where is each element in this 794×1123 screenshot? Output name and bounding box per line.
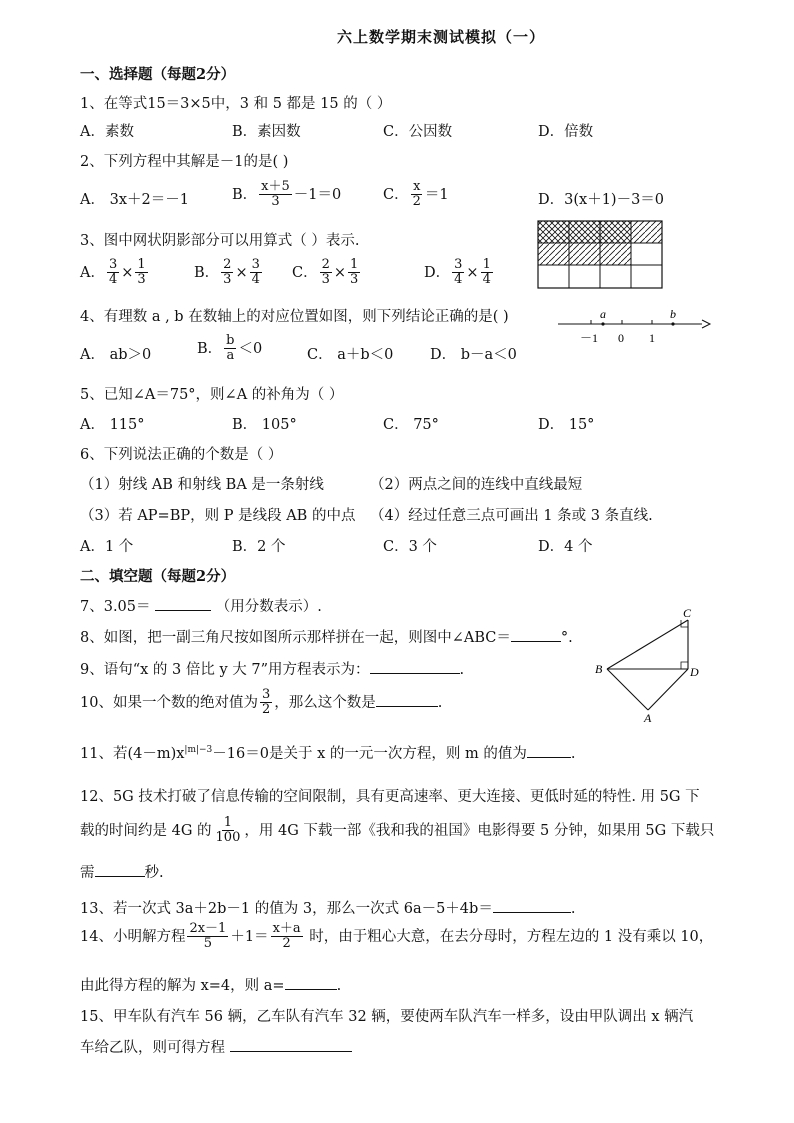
q3-stem: 3、图中网状阴影部分可以用算式（ ）表示. (80, 233, 360, 249)
q6-statement-3: （3）若 AP=BP，则 P 是线段 AB 的中点 (80, 508, 356, 524)
q1-stem: 1、在等式15＝3×5中，3 和 5 都是 15 的（ ） (80, 96, 392, 112)
q8-label-d: D (690, 665, 699, 679)
q6-statement-1: （1）射线 AB 和射线 BA 是一条射线 (80, 477, 324, 493)
q2-option-a: A． 3x＋2＝－1 (80, 192, 189, 208)
q7: 7、3.05＝ （用分数表示）. (80, 599, 322, 615)
q4-option-d: D． b－a＜0 (430, 347, 517, 363)
q5-option-c: C． 75° (383, 417, 439, 433)
q6-option-a: A．1 个 (80, 539, 134, 555)
q2-option-c: C． $\frac{x}{2}$ ＝1 (383, 179, 449, 210)
q8: 8、如图，把一副三角尺按如图所示那样拼在一起，则图中∠ABC＝ °. (80, 630, 573, 646)
q6-option-c: C．3 个 (383, 539, 437, 555)
q3-option-d: D． $\frac{3}{4}$ × $\frac{1}{4}$ (424, 257, 491, 288)
q15-line1: 15、甲车队有汽车 56 辆，乙车队有汽车 32 辆，要使两车队汽车一样多，设由甲队调出 x 辆汽 (80, 1009, 694, 1025)
q1-option-d: D．倍数 (538, 124, 594, 140)
q1-option-b: B．素因数 (232, 124, 301, 140)
q4-option-a: A． ab＞0 (80, 347, 152, 363)
q11: 11、若$(4-m)x^{|m|-3}-16=0$是关于 x 的一元一次方程，则 m 的值为 . (80, 745, 576, 762)
q9: 9、语句“x 的 3 倍比 y 大 7”用方程表示为： . (80, 662, 465, 678)
q2-option-d: D．3(x＋1)－3＝0 (538, 192, 665, 208)
q8-label-b: B (595, 662, 603, 676)
q8-triangle-figure (592, 606, 712, 724)
q3-option-a: A． $\frac{3}{4}$ × $\frac{1}{3}$ (80, 257, 146, 288)
section-choice-heading: 一、选择题（每题2分） (80, 66, 236, 83)
q6-statement-4: （4）经过任意三点可画出 1 条或 3 条直线. (370, 508, 653, 524)
q12-line2: 载的时间约是 4G 的 $\frac{1}{100}$ ，用 4G 下载一部《我和我的祖国》电影得要 5 分钟，如果用 5G 下载只 (80, 815, 715, 846)
q6-statement-2: （2）两点之间的连线中直线最短 (370, 477, 583, 493)
q14-line1: 14、小明解方程 $\frac{2x-1}{5}$ ＋1＝ $\frac{x+a}{2}$ 时，由于粗心大意，在去分母时，方程左边的 1 没有乘以 10， (80, 921, 714, 952)
axis-tick-minus-one: －1 (580, 331, 599, 345)
q1-option-c: C．公因数 (383, 124, 453, 140)
q5-option-b: B． 105° (232, 417, 297, 433)
q12-line1: 12、5G 技术打破了信息传输的空间限制，具有更高速率、更大连接、更低时延的特性. 用 5G 下 (80, 789, 700, 805)
q14-line2: 由此得方程的解为 x=4，则 a= . (80, 978, 342, 994)
q15-line2: 车给乙队，则可得方程 (80, 1036, 352, 1057)
q4-number-line (556, 305, 712, 347)
axis-tick-one: 1 (649, 331, 655, 345)
q2-option-b: B． $\frac{x+5}{3}$ －1＝0 (232, 179, 342, 210)
q6-stem: 6、下列说法正确的个数是（ ） (80, 447, 283, 463)
q5-stem: 5、已知∠A＝75°，则∠A 的补角为（ ） (80, 387, 344, 403)
q13: 13、若一次式 3a＋2b－1 的值为 3，那么一次式 6a－5＋4b＝ . (80, 901, 576, 917)
q8-label-a: A (644, 711, 652, 724)
q10: 10、如果一个数的绝对值为 $\frac{3}{2}$ ，那么这个数是 . (80, 687, 443, 718)
q5-option-d: D． 15° (538, 417, 595, 433)
q4-option-b: B． $\frac{b}{a}$ ＜0 (197, 333, 263, 364)
axis-tick-zero: 0 (618, 331, 624, 345)
q1-option-a: A．素数 (80, 124, 134, 140)
q8-label-c: C (683, 606, 692, 620)
q12-line3: 需 秒. (80, 865, 164, 881)
q6-option-b: B．2 个 (232, 539, 286, 555)
axis-label-a: a (600, 307, 606, 321)
section-fill-heading: 二、填空题（每题2分） (80, 568, 236, 585)
q5-option-a: A． 115° (80, 417, 145, 433)
q3-option-c: C． $\frac{2}{3}$ × $\frac{1}{3}$ (292, 257, 359, 288)
q4-option-c: C． a＋b＜0 (307, 347, 394, 363)
axis-label-b: b (670, 307, 676, 321)
q3-grid-figure (537, 220, 665, 290)
q2-stem: 2、下列方程中其解是－1的是( ) (80, 154, 289, 170)
q3-option-b: B． $\frac{2}{3}$ × $\frac{3}{4}$ (194, 257, 260, 288)
q6-option-d: D．4 个 (538, 539, 593, 555)
q4-stem: 4、有理数 a , b 在数轴上的对应位置如图，则下列结论正确的是( ) (80, 309, 509, 325)
page-title: 六上数学期末测试模拟（一） (337, 28, 546, 46)
